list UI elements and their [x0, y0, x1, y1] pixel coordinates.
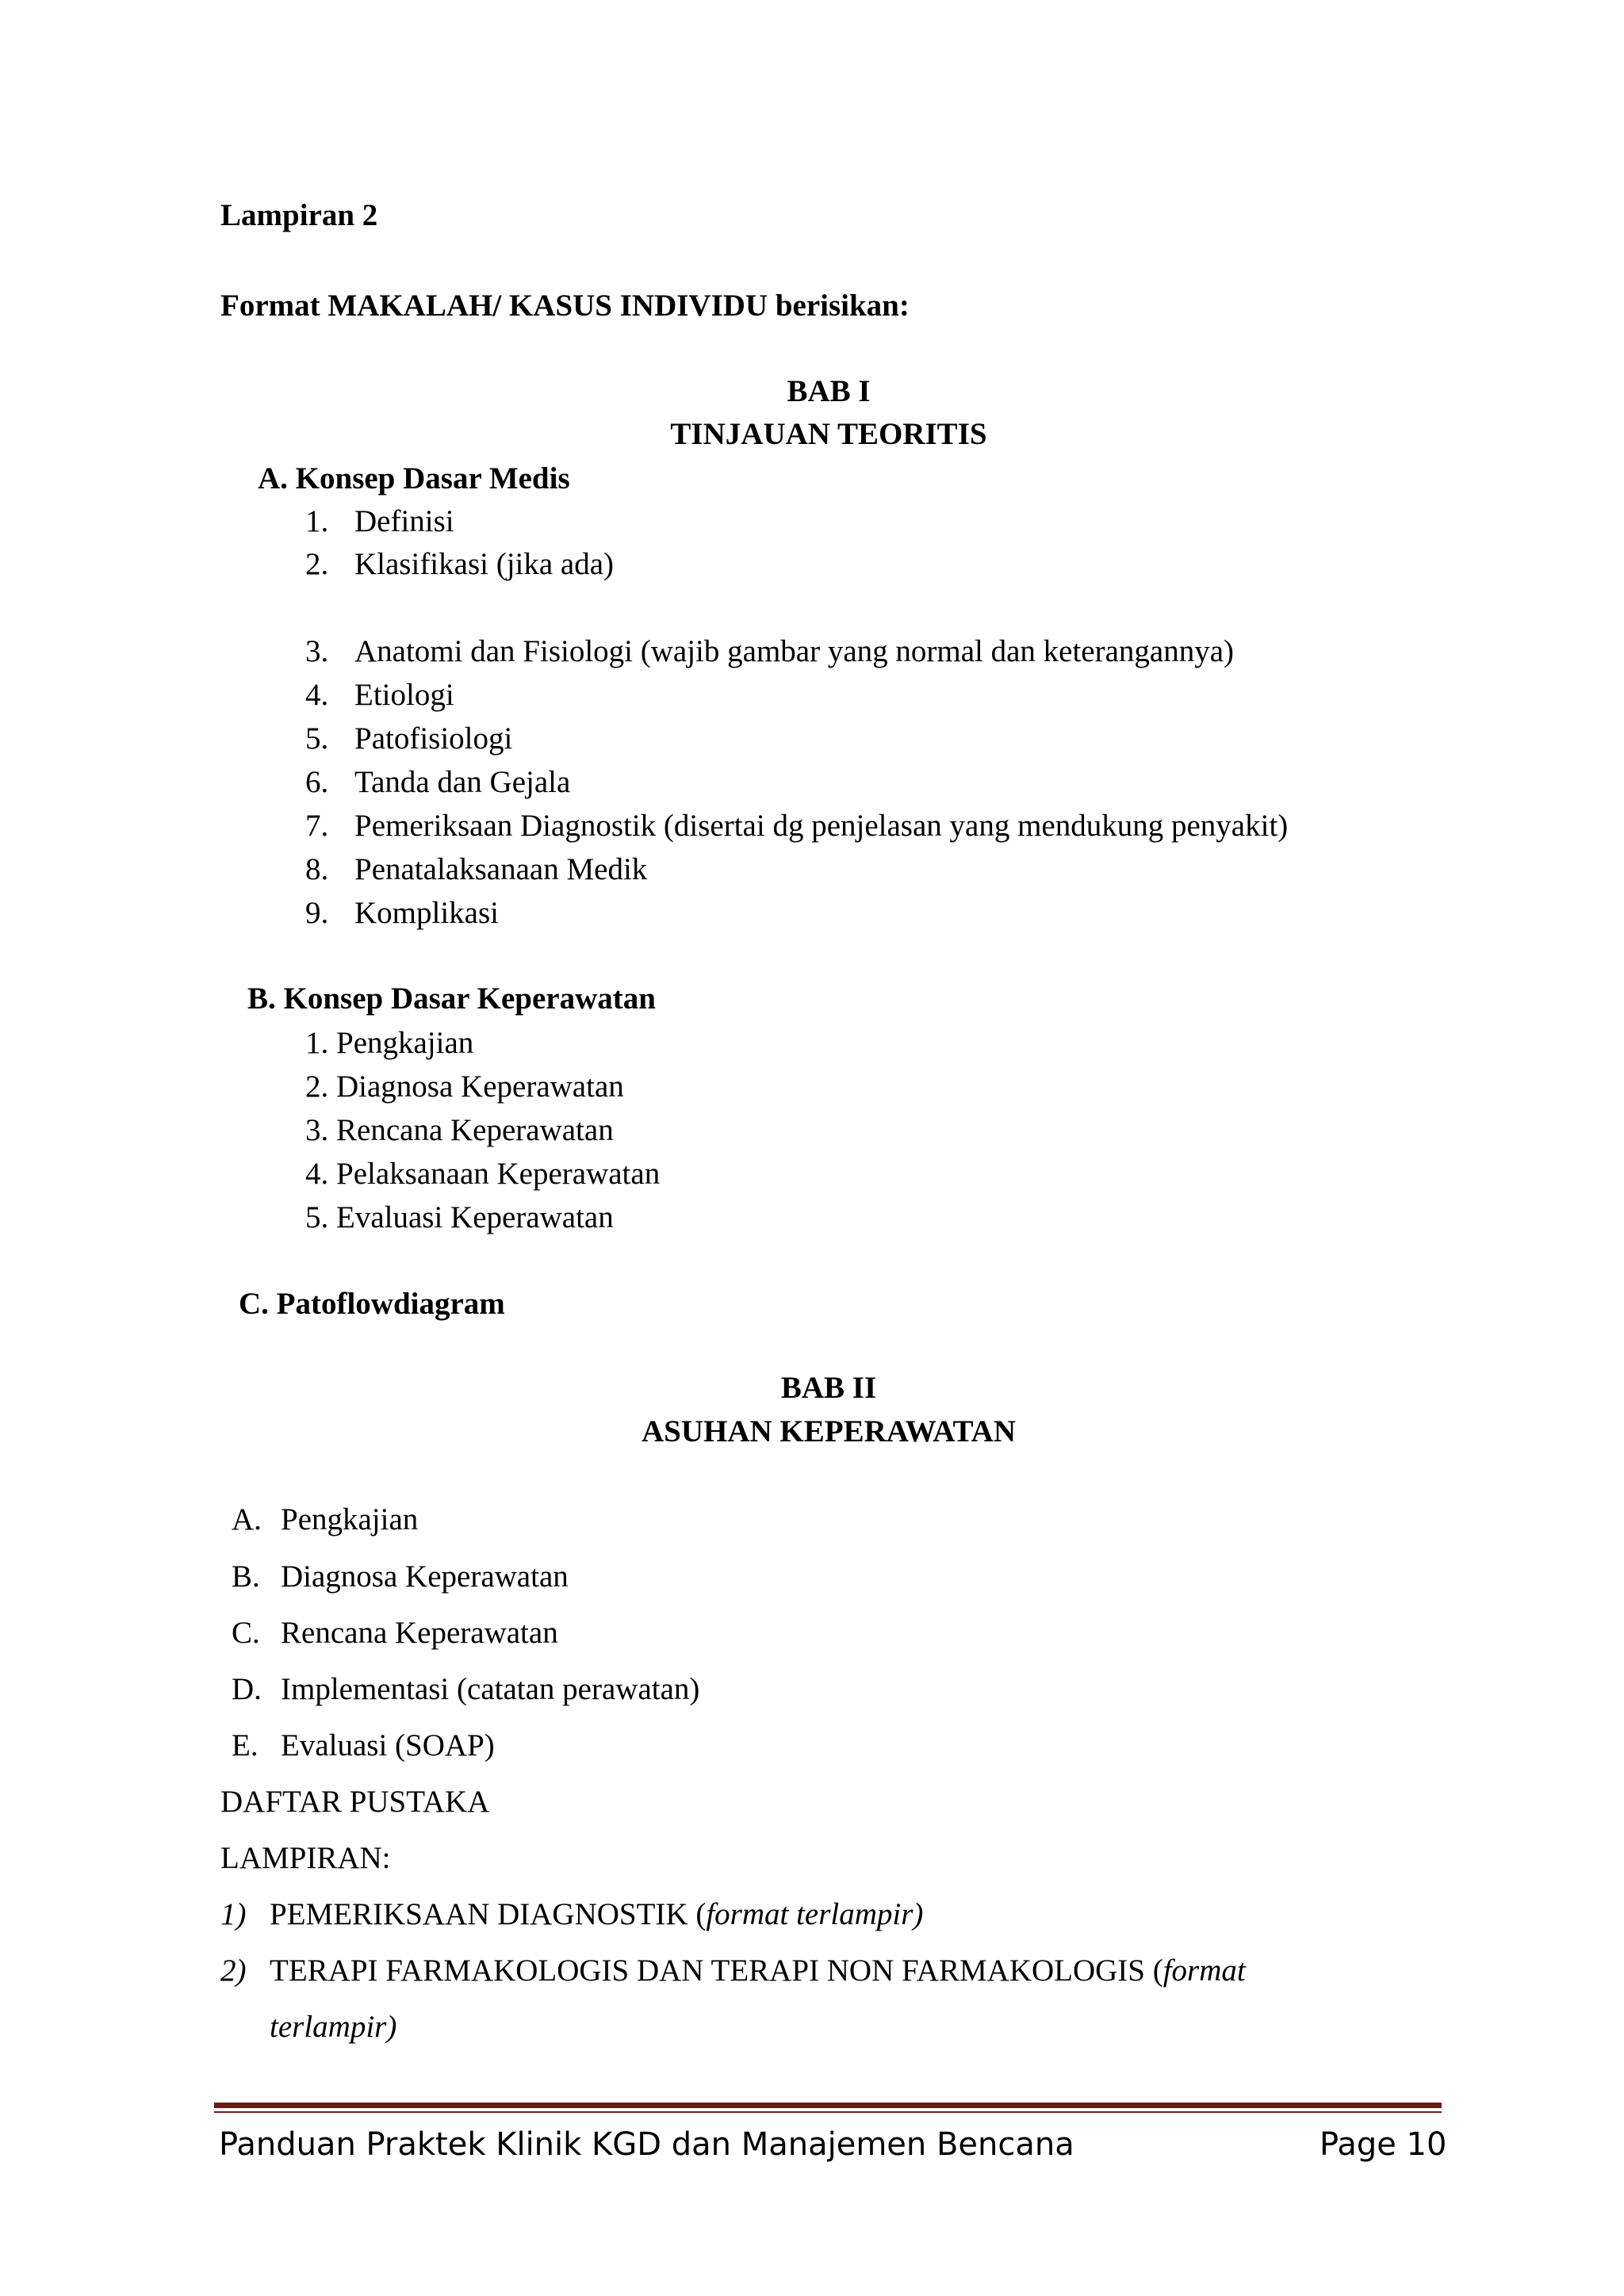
- item-letter: C.: [232, 1616, 260, 1650]
- list-item: 3. Rencana Keperawatan: [305, 1113, 614, 1147]
- item-text-italic: format: [1162, 1954, 1246, 1988]
- item-text: Tanda dan Gejala: [354, 765, 571, 799]
- item-text: Etiologi: [354, 678, 454, 712]
- list-item: 4. Pelaksanaan Keperawatan: [305, 1157, 661, 1191]
- appendix-label: Lampiran 2: [220, 198, 378, 232]
- daftar-pustaka: DAFTAR PUSTAKA: [220, 1785, 490, 1819]
- item-text-italic: format terlampir): [706, 1897, 924, 1931]
- item-text: Diagnosa Keperawatan: [281, 1559, 569, 1594]
- item-text: Pemeriksaan Diagnostik (disertai dg penjelasan yang mendukung penyakit): [354, 809, 1289, 843]
- list-item: 5. Evaluasi Keperawatan: [305, 1200, 614, 1234]
- item-number: 7.: [305, 809, 329, 843]
- item-text: Patofisiologi: [354, 721, 513, 756]
- bab1-subtitle: TINJAUAN TEORITIS: [670, 417, 987, 451]
- item-text: Pengkajian: [281, 1502, 419, 1536]
- item-number: 3.: [305, 634, 329, 668]
- footer-divider: [214, 2103, 1442, 2108]
- item-number: 4.: [305, 678, 329, 712]
- item-number: 2): [220, 1954, 247, 1988]
- section-a-heading: A. Konsep Dasar Medis: [258, 461, 570, 496]
- item-text: Implementasi (catatan perawatan): [281, 1672, 700, 1706]
- section-c-heading: C. Patoflowdiagram: [239, 1287, 505, 1321]
- footer-divider-thin: [214, 2111, 1442, 2113]
- item-text: Anatomi dan Fisiologi (wajib gambar yang normal dan keterangannya): [354, 634, 1235, 668]
- item-number: 6.: [305, 765, 329, 799]
- item-text: Evaluasi (SOAP): [281, 1728, 495, 1762]
- item-text: Klasifikasi (jika ada): [354, 547, 615, 581]
- item-text: [270, 1952, 1246, 1990]
- item-number: 1): [220, 1897, 247, 1931]
- item-letter: E.: [232, 1728, 259, 1762]
- item-text: Definisi: [354, 504, 454, 538]
- list-item: 2. Diagnosa Keperawatan: [305, 1070, 624, 1104]
- item-number: 1.: [305, 504, 329, 538]
- item-text: [270, 1896, 923, 1934]
- page-number: Page 10: [1320, 2126, 1447, 2163]
- format-heading: Format MAKALAH/ KASUS INDIVIDU berisikan:: [220, 289, 910, 323]
- footer-title: Panduan Praktek Klinik KGD dan Manajemen Bencana: [219, 2126, 1074, 2163]
- lampiran-heading: LAMPIRAN:: [220, 1841, 391, 1875]
- item-letter: D.: [232, 1672, 262, 1706]
- bab1-title: BAB I: [787, 374, 871, 408]
- bab2-title: BAB II: [780, 1371, 877, 1405]
- item-text: Komplikasi: [354, 896, 499, 930]
- item-text: Rencana Keperawatan: [281, 1616, 558, 1650]
- item-text-main: PEMERIKSAAN DIAGNOSTIK (: [270, 1897, 707, 1931]
- item-number: 2.: [305, 547, 329, 581]
- section-b-heading: B. Konsep Dasar Keperawatan: [247, 982, 656, 1016]
- bab2-subtitle: ASUHAN KEPERAWATAN: [641, 1414, 1017, 1448]
- item-number: 9.: [305, 896, 329, 930]
- item-number: 5.: [305, 721, 329, 756]
- item-text: Penatalaksanaan Medik: [354, 852, 648, 886]
- item-text-main: TERAPI FARMAKOLOGIS DAN TERAPI NON FARMAKOLOGIS (: [270, 1954, 1163, 1988]
- item-text-continuation: terlampir): [270, 2010, 397, 2044]
- item-letter: A.: [232, 1502, 262, 1536]
- item-number: 8.: [305, 852, 329, 886]
- list-item: 1. Pengkajian: [305, 1026, 474, 1060]
- item-letter: B.: [232, 1559, 260, 1594]
